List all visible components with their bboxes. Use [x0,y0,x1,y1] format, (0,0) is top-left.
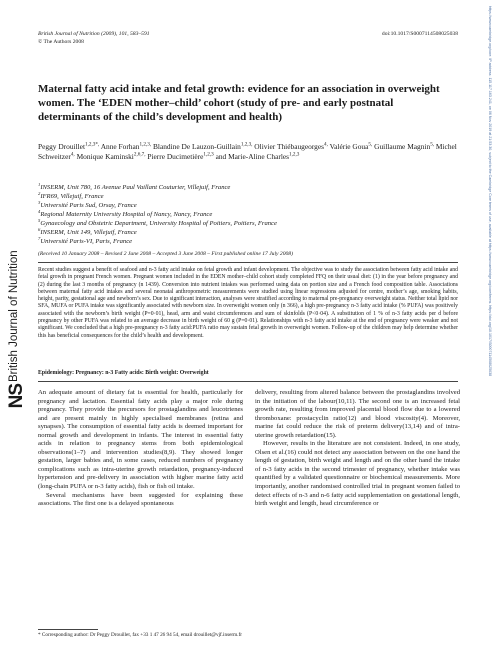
body-column-left [38,389,243,509]
body-column-right [255,389,460,509]
journal-header [38,31,458,38]
abstract: Recent studies suggest a benefit of seafood and n-3 fatty acid intake on fetal growth and infant development. The objective was to study the association between fatty acid intake and fetal growth in pregnant French women. Pregnant women included in the EDEN mother–child cohort study completed FFQ on their usual diet: (1) in the year before pregnancy and (2) during the last 3 months of pregnancy (n 1439). Conversion into nutrient intakes was performed using data on portion size and a French food composition table. Associations between maternal fatty acid intakes and several neonatal anthropometric measurements were studied using linear regressions adjusted for centre, mother’s age, smoking habits, height, parity, gestational age and newborn’s sex. Due to significant interaction, analyses were stratified according to maternal pre-pregnancy overweight status. Neither total lipid nor SFA, MUFA or PUFA intake was significantly associated with newborn size. In overweight women only (n 366), a high pre-pregnancy n-3 fatty acid intake (% PUFA) was positively associated with the newborn’s birth weight (P=0·01), head, arm and waist circumferences and sum of skinfolds (P<0·04). A substitution of 1 % of n-3 fatty acids per d before pregnancy by other PUFA was related to an average decrease in birth weight of 60 g (P=0·01). Relationships with n-3 fatty acid intake at the end of pregnancy were weaker and not significant. We concluded that a high pre-pregnancy n-3 fatty acid:PUFA ratio may sustain fetal growth in overweight women. Follow-up of the children may help determine whether this has beneficial consequences for the child’s health and development. [38,267,458,339]
keywords: Epidemiology: Pregnancy: n-3 Fatty acids: Birth weight: Overweight [38,370,209,376]
journal-citation: British Journal of Nutrition (2009), 101, 583–591 [38,31,150,37]
affiliation-item: $^3$Université Paris Sud, Orsay, France [38,199,137,209]
footnote-rule [38,629,98,630]
paragraph: An adequate amount of dietary fat is essential for health, particularly for pregnancy and lactation. Essential fatty acids play a major role during pregnancy. They provide the precursors for prostaglandins and leucotrienes and are present mainly in highly specialised membranes (retina and synapses). The consumption of essential fatty acids is deemed important for normal growth and development in infants. The interest in essential fatty acids in relation to pregnancy stems from both epidemiological observations(1–7) and intervention studies(8,9). They showed longer gestation, larger babies and, in some cases, reduced numbers of pregnancy complications such as intra-uterine growth retardation, pregnancy-induced hypertension and pre-delivery in association with higher marine fatty acid (long-chain PUFA or n-3 fatty acids), fish or fish oil intake. [38,389,243,491]
affiliation-item: $^7$Université Paris-VI, Paris, France [38,235,133,245]
doi[interactable]: doi:10.1017/S0007114508025038 [381,31,458,37]
download-url-text[interactable]: https://www.cambridge.org/core. IP address: 115.117.163.241, on 06 Nov 2019 at 21:53:30, subject to the Cambridge Core terms of use, available at https://www.cambridge.org/core/terms. https://doi.org/10.1017/S0007114508025038 [488,6,492,377]
affiliation-item: $^5$Gynaecology and Obstetric Department, University Hospital of Poitiers, Poitiers, France [38,217,277,227]
journal-name-vertical: British Journal of Nutrition [8,250,20,382]
article-title: Maternal fatty acid intake and fetal growth: evidence for an association in overweight women. The ‘EDEN mother–child’ cohort (study of pre- and early postnatal determinants of the child’s development and health) [38,83,440,123]
paragraph: However, results in the literature are not consistent. Indeed, in one study, Olsen et al.(16) could not detect any association between on the one hand the length of gestation, birth weight and length and on the other hand the intake of n-3 fatty acids in the second trimester of pregnancy, whether intake was quantified by a validated questionnaire or biochemical measurements. More importantly, another randomised controlled trial in pregnant women failed to detect effects of n-3 and n-6 fatty acid supplementation on gestational length, birth weight and length, head circumference or [255,440,460,508]
received-dates: (Received 10 January 2008 – Revised 2 June 2008 – Accepted 3 June 2008 – First published online 17 July 2008) [38,251,293,257]
download-url-strip [487,0,496,662]
divider-bottom [38,381,458,382]
authors [38,142,458,162]
affiliation-item: $^2$IFR69, Villejuif, France [38,190,104,200]
journal-vertical-brand [6,232,27,427]
footnote-corresponding-author: * Corresponding author: Dr Peggy Drouillet, fax +33 1 47 26 94 54, email drouillet@vjf.inserm.fr [38,632,242,638]
divider-top [38,262,458,263]
affiliation-item: $^6$INSERM, Unit 149, Villejuif, France [38,226,137,236]
copyright: © The Authors 2008 [38,39,84,45]
paragraph: delivery, resulting from altered balance between the prostaglandins involved in the initiation of the labour(10,11). The second one is an increased fetal growth rate, resulting from improved placental blood flow due to a lowered thromboxane: prostacyclin ratio(12) and blood viscosity(4). Moreover, marine fat could reduce the risk of preterm delivery(13,14) and of intra-uterine growth retardation(15). [255,389,460,439]
paragraph: Several mechanisms have been suggested for explaining these associations. The first one is a delayed spontaneous [38,491,243,508]
ns-logo: NS [6,384,27,409]
affiliation-item: $^1$INSERM, Unit 780, 16 Avenue Paul Vaillant Couturier, Villejuif, France [38,181,231,191]
affiliations [38,183,458,246]
authors-line: Peggy Drouillet$^{1,2,3*,}$ Anne Forhan$^{1,2,3,}$ Blandine De Lauzon-Guillain$^{1,2,3,}$ Olivier Thiébaugeorges$^{4,}$ Valérie Goua$^{5,}$ Guillaume Magnin$^{5,}$ Michel Schweitzer$^{4,}$ Monique Kaminski$^{2,6,7,}$ Pierre Ducimetière$^{1,2,3}$ and Marie-Aline Charles$^{1,2,3}$ [38,141,457,161]
affiliation-item: $^4$Regional Maternity University Hospital of Nancy, Nancy, France [38,208,213,218]
